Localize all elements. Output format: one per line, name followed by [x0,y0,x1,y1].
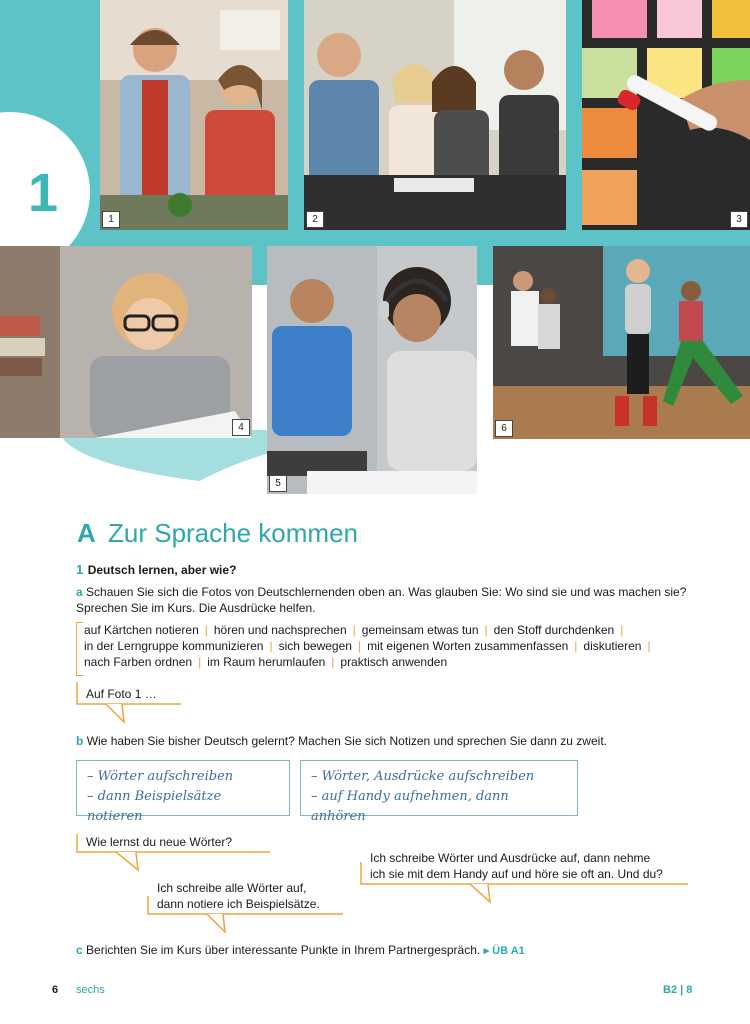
note-line: – Wörter, Ausdrücke aufschreiben [311,769,535,784]
chapter-number: 1 [28,163,59,223]
section-title: Zur Sprache kommen [108,518,358,548]
phrase: sich bewegen [278,639,352,653]
task-c-text: Berichten Sie im Kurs über interessante Punkte in Ihrem Partnergespräch. [86,943,481,957]
task-title: Deutsch lernen, aber wie? [87,563,237,577]
photo-1 [100,0,288,230]
task-heading [76,561,236,579]
phrase-row: auf Kärtchen notieren | hören und nachsprechen | gemeinsam etwas tun | den Stoff durchdenken | [84,623,624,637]
task-b-letter: b [76,734,84,748]
speech-bubble-outline [76,832,272,872]
speech-line: Ich schreibe alle Wörter auf, [157,881,307,895]
section-letter: A [77,518,96,548]
speech-line: Ich schreibe Wörter und Ausdrücke auf, dann nehme [370,851,651,865]
photo-4 [0,246,252,438]
phrase: im Raum herumlaufen [207,655,326,669]
note-line: – Wörter aufschreiben [87,769,234,784]
phrase-box [84,622,674,670]
phrase: mit eigenen Worten zusammenfassen [367,639,569,653]
phrase: diskutieren [583,639,642,653]
phrase-row: in der Lerngruppe kommunizieren | sich bewegen | mit eigenen Worten zusammenfassen | diskutieren | [84,639,651,653]
note-card-2 [300,760,578,824]
task-c-letter: c [76,943,83,957]
task-b-instructions [76,733,716,749]
task-a-letter: a [76,585,83,599]
note-card-1 [76,760,290,824]
example-speech: Auf Foto 1 … [86,687,157,701]
phrase: praktisch anwenden [340,655,448,669]
speech-bubble-outline [360,862,690,904]
photo-3 [582,0,750,230]
phrase: den Stoff durchdenken [493,623,615,637]
photo-number: 6 [495,420,513,437]
photo-5 [267,246,477,494]
page-number-word: sechs [76,984,105,996]
phrase: gemeinsam etwas tun [361,623,479,637]
phrase: nach Farben ordnen [84,655,193,669]
photo-2 [304,0,566,230]
task-a-line2: Sprechen Sie im Kurs. Die Ausdrücke helfen. [76,601,316,615]
photo-number: 5 [269,475,287,492]
task-a-instructions [76,584,696,616]
phrase: auf Kärtchen notieren [84,623,199,637]
speech-bubble-1: Wie lernst du neue Wörter? [86,835,233,849]
task-number: 1 [76,562,84,577]
speech-line: ich sie mit dem Handy auf und höre sie oft an. Und du? [370,867,663,881]
photo-number: 2 [306,211,324,228]
note-line: – dann Beispielsätze notieren [87,789,222,824]
photo-number: 4 [232,419,250,436]
task-b-text: Wie haben Sie bisher Deutsch gelernt? Machen Sie sich Notizen und sprechen Sie dann zu zweit. [86,734,607,748]
task-c-instructions [76,942,716,959]
photo-number: 3 [730,211,748,228]
exercise-reference-link[interactable]: ▸ ÜB A1 [483,945,525,957]
speech-bubble-outline [76,682,186,724]
phrase: in der Lerngruppe kommunizieren [84,639,264,653]
photo-6 [493,246,750,439]
speech-bubble-outline [147,896,347,938]
note-line: – auf Handy aufnehmen, dann anhören [311,789,509,824]
level-indicator: B2 | 8 [663,984,693,996]
phrase-bracket [76,622,83,676]
photo-number: 1 [102,211,120,228]
speech-line: dann notiere ich Beispielsätze. [157,897,320,911]
page-number: 6 [52,984,59,996]
phrase: hören und nachsprechen [213,623,347,637]
task-a-line1: Schauen Sie sich die Fotos von Deutschlernenden oben an. Was glauben Sie: Wo sind sie und was machen sie? [86,585,687,599]
phrase-row: nach Farben ordnen | im Raum herumlaufen | praktisch anwenden [84,655,448,669]
